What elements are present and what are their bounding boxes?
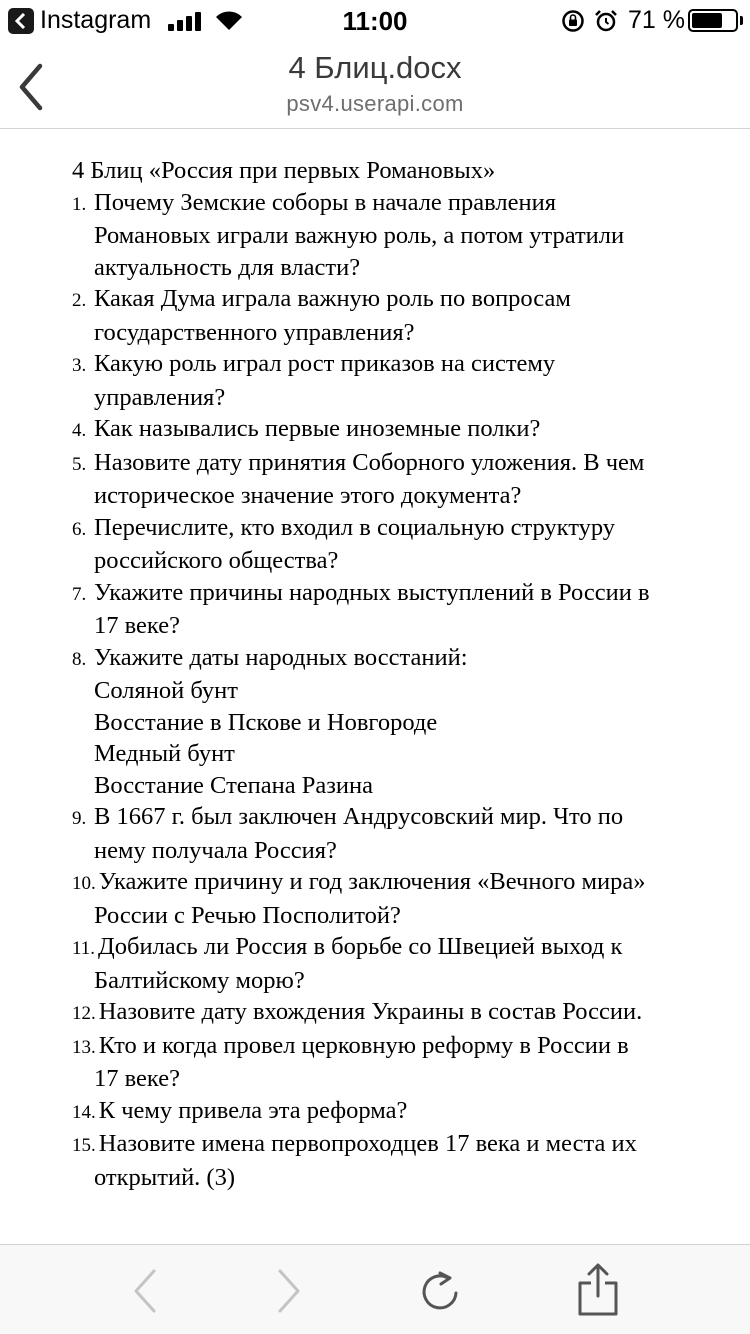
question-text (72, 1095, 732, 1129)
alarm-icon (594, 9, 618, 33)
question-text (72, 512, 732, 546)
question-number: 4. (72, 420, 87, 441)
question-item (72, 866, 732, 931)
forward-button[interactable] (244, 1245, 334, 1334)
question-line: Какую роль играл рост приказов на систему (94, 350, 556, 377)
question-text-continued: российского общества? (94, 547, 339, 574)
question-item (72, 1095, 732, 1129)
question-line: Назовите дату принятия Соборного уложения. В чем (94, 448, 645, 476)
question-text-continued: управления? (94, 383, 226, 411)
question-text (72, 996, 732, 1030)
question-item (72, 931, 732, 996)
question-text (72, 187, 732, 221)
question-text (72, 413, 732, 447)
question-text-continued: 17 веке? (94, 612, 180, 639)
question-line: В 1667 г. был заключен Андрусовский мир. Что по (94, 803, 624, 830)
status-bar (0, 0, 750, 40)
question-number: 11. (72, 938, 96, 959)
question-text (72, 866, 732, 900)
battery-icon (688, 9, 738, 32)
question-list (72, 187, 732, 1194)
question-text (72, 801, 732, 835)
question-text-continued: Соляной бунт (94, 677, 238, 704)
question-text-continued: Восстание Степана Разина (94, 771, 374, 799)
reload-button[interactable] (395, 1245, 485, 1334)
question-number: 14. (72, 1101, 96, 1123)
document-url: psv4.userapi.com (286, 91, 464, 116)
question-text-continued: государственного управления? (94, 318, 415, 346)
document-content (72, 155, 732, 1193)
question-text-continued: Восстание в Пскове и Новгороде (94, 708, 438, 736)
clock: 11:00 (342, 6, 408, 36)
question-text (72, 1030, 732, 1064)
question-line: Почему Земские соборы в начале правления (94, 188, 557, 216)
question-line: К чему привела эта реформа? (98, 1096, 408, 1124)
browser-toolbar (0, 1244, 750, 1334)
question-item (72, 801, 732, 866)
question-text (72, 447, 732, 481)
question-item (72, 1030, 732, 1095)
chevron-right-icon (276, 1269, 302, 1313)
question-text-continued: 17 веке? (94, 1065, 180, 1092)
question-number: 12. (72, 1003, 96, 1024)
battery-percent: 71 % (628, 6, 685, 34)
question-text-continued: России с Речью Посполитой? (94, 901, 401, 929)
back-button[interactable] (100, 1245, 190, 1334)
question-text (72, 931, 732, 965)
question-item (72, 187, 732, 284)
question-number: 2. (72, 290, 87, 311)
question-line: Укажите даты народных восстаний: (94, 643, 468, 671)
question-line: Кто и когда провел церковную реформу в России в (98, 1031, 629, 1059)
question-text-continued: нему получала Россия? (94, 836, 337, 864)
question-text-continued: Медный бунт (94, 740, 235, 767)
question-number: 1. (72, 193, 87, 215)
question-line: Перечислите, кто входил в социальную структуру (94, 513, 616, 541)
question-text (72, 577, 732, 611)
question-text (72, 1128, 732, 1162)
question-number: 6. (72, 518, 87, 540)
question-text (72, 283, 732, 317)
question-item (72, 577, 732, 642)
rotation-lock-icon (561, 9, 585, 33)
battery-level-fill (692, 13, 722, 28)
question-number: 10. (72, 873, 96, 894)
document-title: 4 Блиц.docx (288, 50, 462, 85)
navigation-bar (0, 40, 750, 129)
question-item (72, 283, 732, 348)
question-item (72, 1128, 732, 1193)
question-number: 3. (72, 355, 87, 376)
question-text (72, 642, 732, 676)
question-number: 8. (72, 648, 87, 670)
question-item (72, 512, 732, 577)
question-text-continued: актуальность для власти? (94, 253, 361, 281)
question-text-continued: открытий. (3) (94, 1163, 235, 1191)
question-line: Назовите имена первопроходцев 17 века и места их (98, 1130, 637, 1157)
question-line: Назовите дату вхождения Украины в состав России. (98, 998, 643, 1025)
quiz-title: 4 Блиц «Россия при первых Романовых» (72, 157, 496, 184)
question-text-continued: Романовых играли важную роль, а потом утратили (94, 222, 625, 249)
question-line: Укажите причины народных выступлений в России в (94, 578, 650, 606)
battery-tip (740, 16, 743, 25)
reload-icon (420, 1269, 460, 1313)
question-number: 13. (72, 1036, 96, 1058)
back-to-app-label[interactable]: Instagram (40, 6, 152, 34)
question-line: Как назывались первые иноземные полки? (94, 415, 541, 442)
question-number: 7. (72, 583, 87, 605)
question-text-continued: историческое значение этого документа? (94, 482, 522, 509)
question-line: Добилась ли Россия в борьбе со Швецией выход к (98, 933, 623, 960)
question-item (72, 413, 732, 447)
share-icon (577, 1263, 619, 1317)
chevron-left-icon (132, 1269, 158, 1313)
question-item (72, 348, 732, 413)
share-button[interactable] (553, 1245, 643, 1334)
question-number: 9. (72, 808, 87, 829)
question-item (72, 642, 732, 802)
question-text-continued: Балтийскому морю? (94, 966, 305, 994)
question-number: 5. (72, 453, 87, 475)
question-line: Укажите причину и год заключения «Вечного мира» (98, 868, 646, 895)
question-number: 15. (72, 1135, 96, 1156)
question-line: Какая Дума играла важную роль по вопросам (94, 285, 571, 312)
question-item (72, 996, 732, 1030)
question-item (72, 447, 732, 512)
question-text (72, 348, 732, 382)
